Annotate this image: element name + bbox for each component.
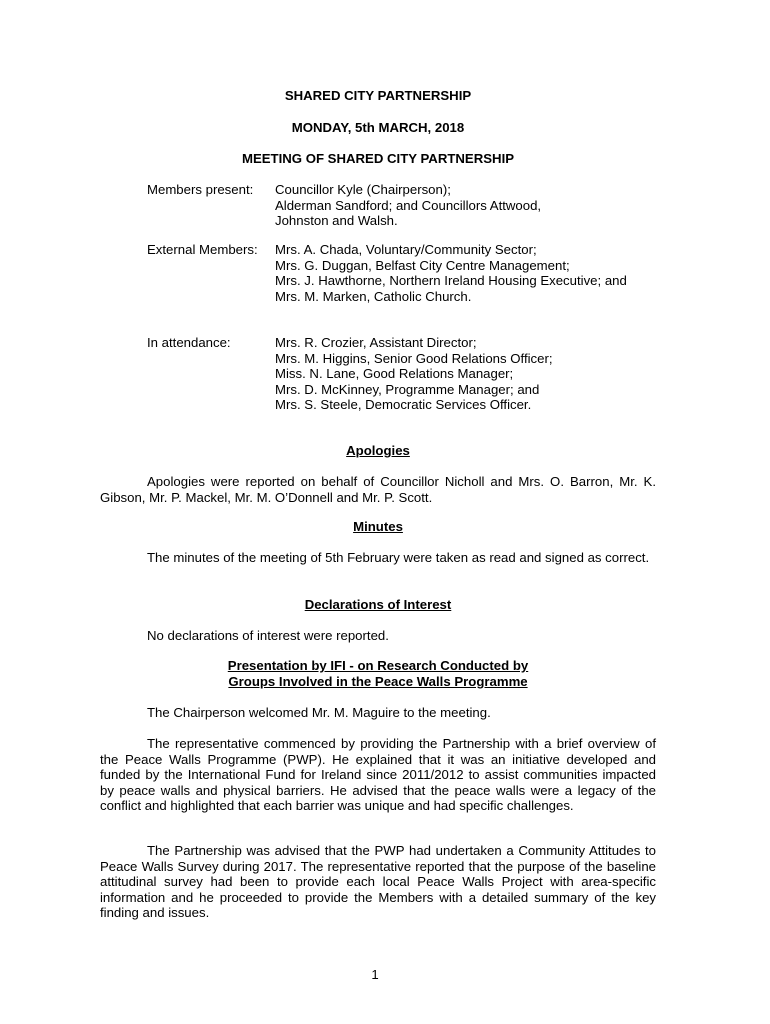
members-present-line: Alderman Sandford; and Councillors Attwood,	[275, 197, 542, 213]
page-number: 1	[371, 967, 379, 982]
presentation-heading-line2: Groups Involved in the Peace Walls Programme	[228, 674, 528, 689]
members-present-line: Councillor Kyle (Chairperson);	[275, 182, 451, 197]
survey-text: The Partnership was advised that the PWP had undertaken a Community Attitudes to Peace Walls Survey during 2017. The representative reported that the purpose of the baseline attitudinal survey had been to provide each local Peace Walls Project with area-specific information and he proceeded to provide the Members with a detailed summary of the key finding and issues.	[100, 843, 656, 921]
declarations-heading: Declarations of Interest	[304, 597, 452, 612]
external-member-line: Mrs. J. Hawthorne, Northern Ireland Housing Executive; and	[275, 273, 627, 289]
attendee-line: Mrs. M. Higgins, Senior Good Relations Officer;	[275, 350, 553, 366]
external-members-label: External Members:	[147, 242, 258, 257]
external-member-line: Mrs. M. Marken, Catholic Church.	[275, 288, 472, 304]
external-members-list	[275, 242, 675, 304]
in-attendance-label: In attendance:	[147, 335, 231, 350]
meeting-date: MONDAY, 5th MARCH, 2018	[291, 120, 465, 135]
members-present-line: Johnston and Walsh.	[275, 213, 398, 229]
minutes-text: The minutes of the meeting of 5th February were taken as read and signed as correct.	[147, 550, 650, 565]
presentation-paragraph-survey	[100, 843, 656, 921]
attendee-line: Mrs. S. Steele, Democratic Services Officer.	[275, 397, 532, 413]
declarations-text: No declarations of interest were reported.	[147, 628, 389, 643]
apologies-heading: Apologies	[346, 443, 410, 458]
apologies-paragraph	[100, 474, 656, 505]
presentation-heading-line1: Presentation by IFI - on Research Conducted by	[227, 658, 529, 673]
document-title: SHARED CITY PARTNERSHIP	[284, 88, 472, 103]
overview-text: The representative commenced by providing the Partnership with a brief overview of the Peace Walls Programme (PWP). He explained that it was an initiative developed and funded by the International Fund for Ireland since 2011/2012 to assist communities impacted by peace walls and physical barriers. He advised that the peace walls were a legacy of the conflict and highlighted that each barrier was unique and had specific challenges.	[100, 736, 656, 814]
attendee-line: Mrs. R. Crozier, Assistant Director;	[275, 335, 477, 350]
minutes-paragraph	[100, 550, 656, 566]
members-present-list	[275, 182, 675, 229]
minutes-heading: Minutes	[353, 519, 403, 534]
presentation-welcome-text: The Chairperson welcomed Mr. M. Maguire to the meeting.	[147, 705, 491, 720]
in-attendance-list	[275, 335, 675, 413]
attendee-line: Miss. N. Lane, Good Relations Manager;	[275, 366, 514, 382]
presentation-paragraph-overview	[100, 736, 656, 814]
meeting-heading: MEETING OF SHARED CITY PARTNERSHIP	[241, 151, 515, 166]
members-present-label: Members present:	[147, 182, 254, 197]
attendee-line: Mrs. D. McKinney, Programme Manager; and	[275, 381, 540, 397]
external-member-line: Mrs. A. Chada, Voluntary/Community Sector;	[275, 242, 537, 257]
apologies-text: Apologies were reported on behalf of Councillor Nicholl and Mrs. O. Barron, Mr. K. Gibson, Mr. P. Mackel, Mr. M. O’Donnell and Mr. P. Scott.	[100, 474, 656, 505]
external-member-line: Mrs. G. Duggan, Belfast City Centre Management;	[275, 257, 570, 273]
